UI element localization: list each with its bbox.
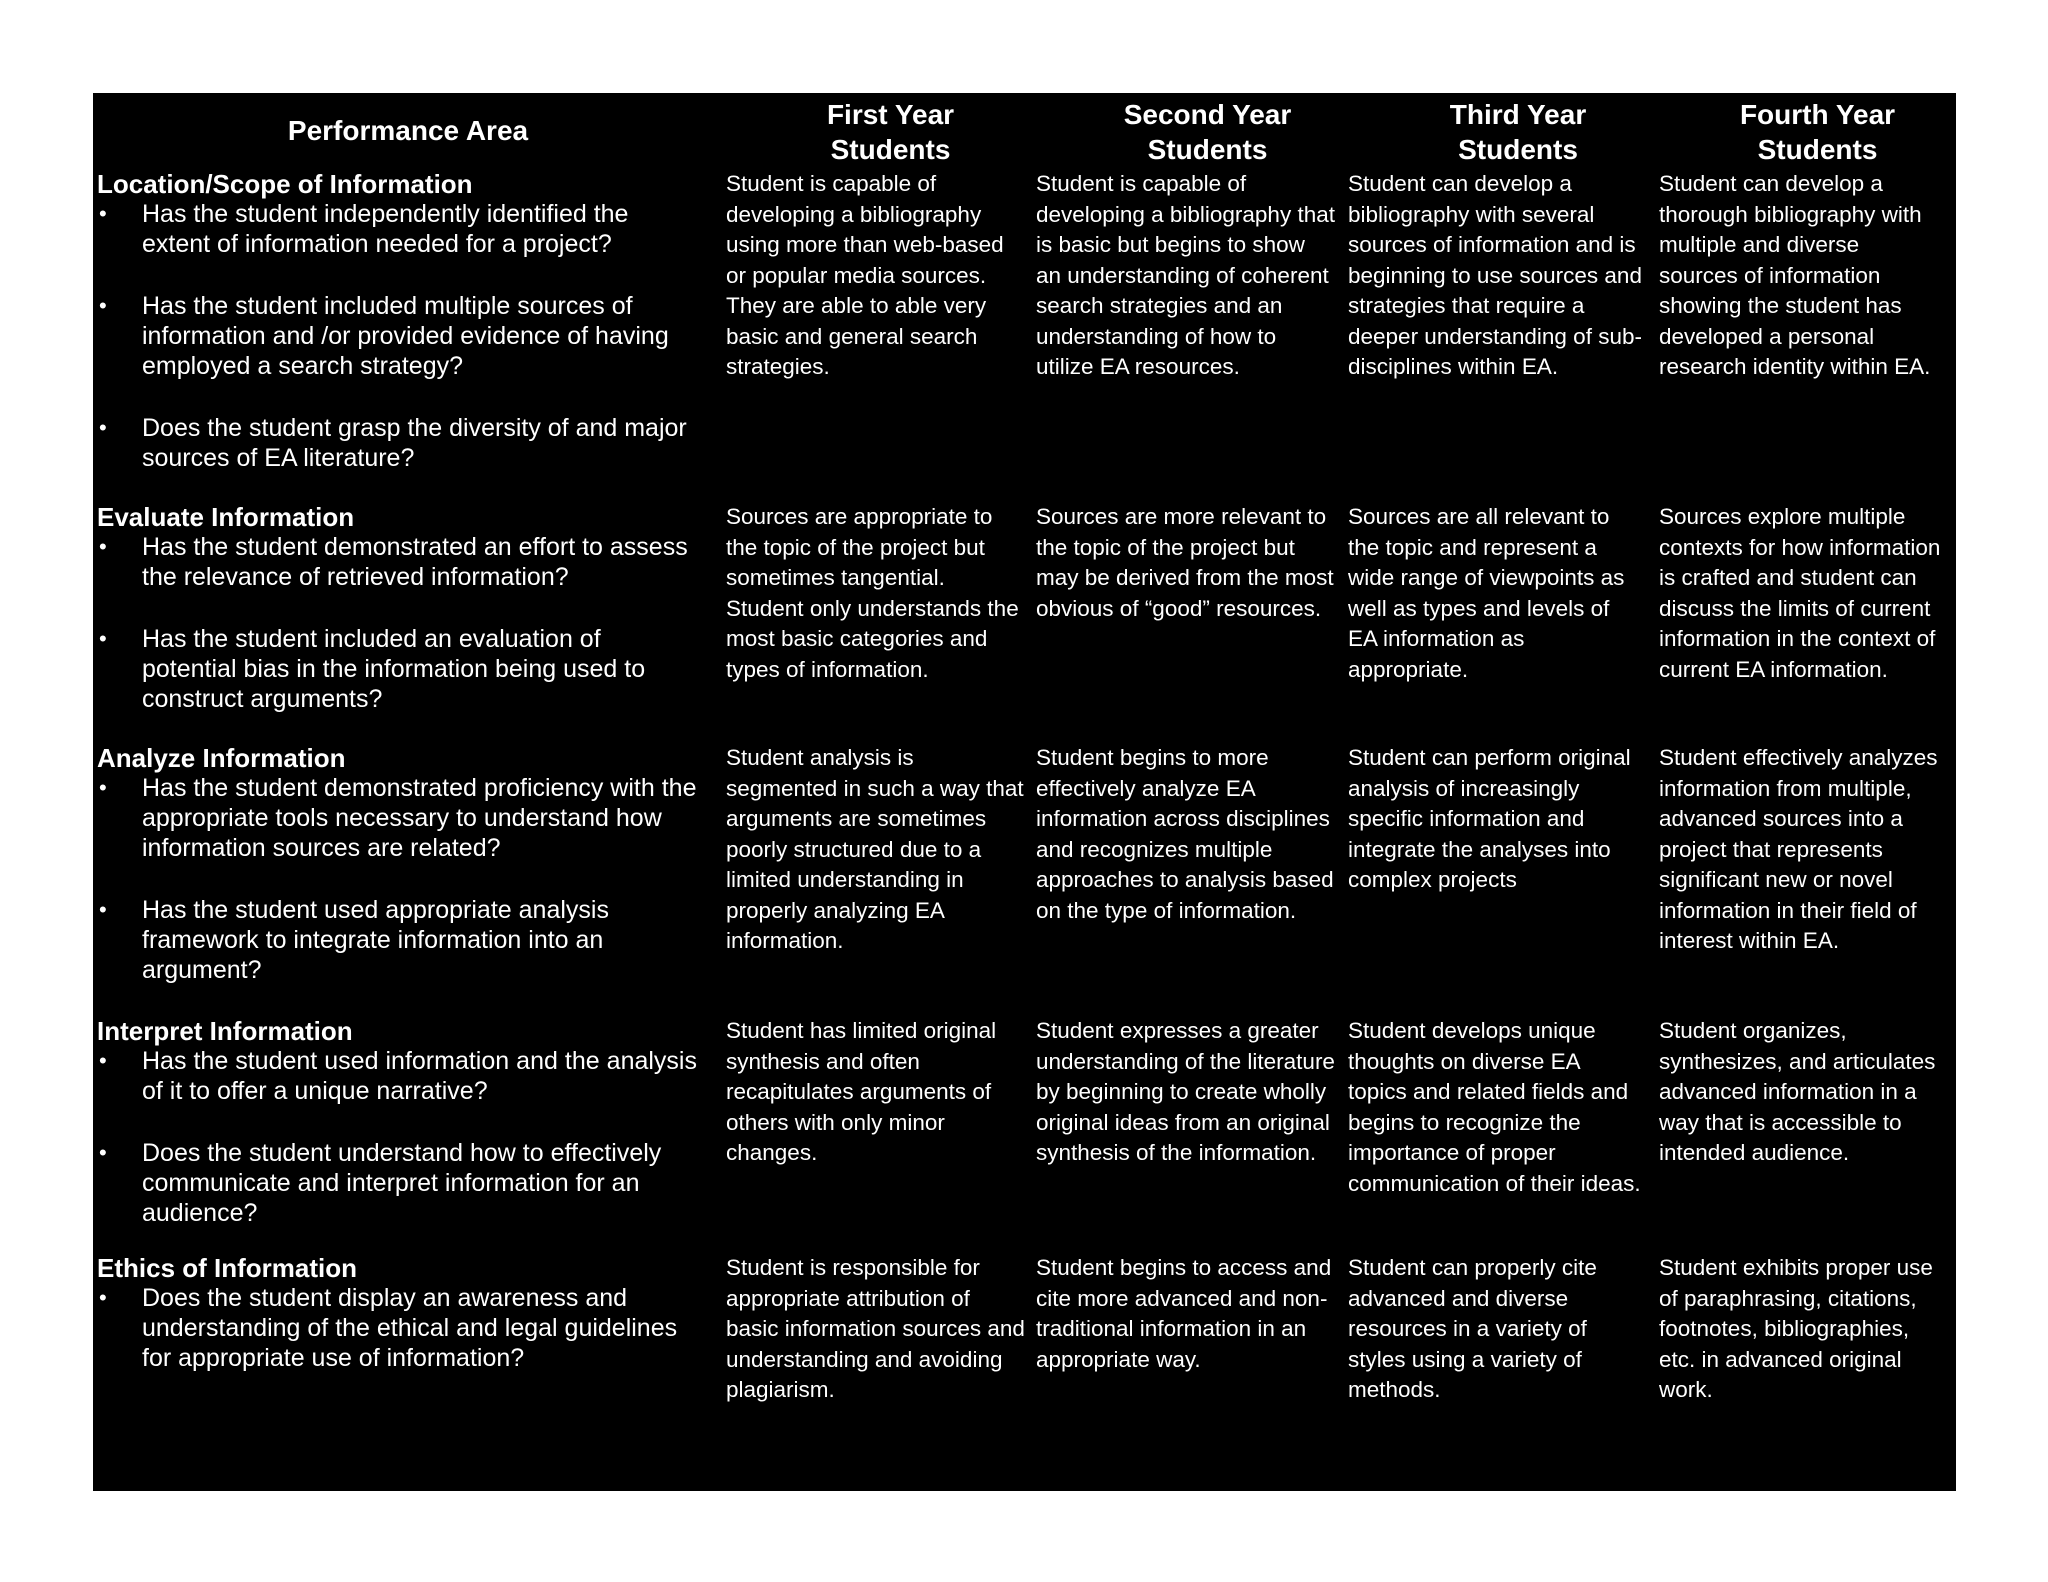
area-location-scope <box>97 169 697 473</box>
question-text: Has the student included an evaluation of potential bias in the information being used to construct arguments? <box>142 625 646 713</box>
fourth-year-analyze: Student effectively analyzes information from multiple, advanced sources into a project that represents significant new or novel information in their field of interest within EA. <box>1659 745 1938 953</box>
bullet-icon: • <box>99 1140 107 1165</box>
header-fourth-year <box>1679 97 1956 167</box>
bullet-icon: • <box>99 1048 107 1073</box>
first-year-location-scope: Student is capable of developing a bibliography using more than web-based or popular media sources. They are able to able very basic and general search strategies. <box>726 171 1004 379</box>
question-list <box>97 773 697 985</box>
first-year-evaluate: Sources are appropriate to the topic of the project but sometimes tangential. Student only understands the most basic categories and types of information. <box>726 504 1019 682</box>
bullet-icon: • <box>99 775 107 800</box>
area-title: Location/Scope of Information <box>97 169 473 199</box>
fourth-year-location-scope: Student can develop a thorough bibliography with multiple and diverse sources of information showing the student has developed a personal research identity within EA. <box>1659 171 1931 379</box>
question-item <box>97 1138 697 1228</box>
third-year-interpret: Student develops unique thoughts on diverse EA topics and related fields and begins to recognize the importance of proper communication of their ideas. <box>1348 1018 1641 1196</box>
second-year-location-scope: Student is capable of developing a bibliography that is basic but begins to show an understanding of coherent search strategies and an understanding of how to utilize EA resources. <box>1036 171 1335 379</box>
second-year-ethics: Student begins to access and cite more advanced and non-traditional information in an appropriate way. <box>1036 1255 1332 1372</box>
header-performance-area-label: Performance Area <box>287 115 529 146</box>
question-text: Does the student grasp the diversity of and major sources of EA literature? <box>142 414 687 472</box>
bullet-icon: • <box>99 534 107 559</box>
question-item <box>97 532 697 592</box>
first-year-ethics: Student is responsible for appropriate attribution of basic information sources and understanding and avoiding plagiarism. <box>726 1255 1025 1402</box>
header-first-year <box>743 97 1038 167</box>
question-text: Has the student independently identified the extent of information needed for a project? <box>142 200 629 258</box>
header-second-year-line2: Students <box>1147 134 1268 165</box>
question-item <box>97 1283 697 1373</box>
header-fourth-year-line2: Students <box>1757 134 1878 165</box>
header-third-year <box>1368 97 1668 167</box>
bullet-icon: • <box>99 1285 107 1310</box>
second-year-interpret: Student expresses a greater understanding of the literature by beginning to create wholly original ideas from an original synthesis of the information. <box>1036 1018 1335 1165</box>
header-second-year <box>1055 97 1360 167</box>
area-analyze <box>97 743 697 985</box>
question-text: Has the student used information and the analysis of it to offer a unique narrative? <box>142 1047 697 1105</box>
area-evaluate <box>97 502 697 714</box>
bullet-icon: • <box>99 626 107 651</box>
bullet-icon: • <box>99 293 107 318</box>
question-item <box>97 199 697 259</box>
question-list <box>97 532 697 714</box>
header-performance-area <box>93 113 723 148</box>
header-first-year-line1: First Year <box>826 99 955 130</box>
question-item <box>97 291 697 381</box>
third-year-location-scope: Student can develop a bibliography with several sources of information and is beginning to use sources and strategies that require a deeper understanding of sub-disciplines within EA. <box>1348 171 1642 379</box>
fourth-year-ethics: Student exhibits proper use of paraphrasing, citations, footnotes, bibliographies, etc. in advanced original work. <box>1659 1255 1933 1402</box>
question-list <box>97 1046 697 1228</box>
area-title: Ethics of Information <box>97 1253 357 1283</box>
rubric-table <box>93 93 1956 1491</box>
question-list <box>97 199 697 473</box>
third-year-evaluate: Sources are all relevant to the topic and represent a wide range of viewpoints as well as types and levels of EA information as appropriate. <box>1348 504 1625 682</box>
header-first-year-line2: Students <box>830 134 951 165</box>
area-title: Interpret Information <box>97 1016 353 1046</box>
question-item <box>97 413 697 473</box>
first-year-interpret: Student has limited original synthesis and often recapitulates arguments of others with only minor changes. <box>726 1018 997 1165</box>
area-ethics <box>97 1253 697 1373</box>
question-item <box>97 773 697 863</box>
fourth-year-interpret: Student organizes, synthesizes, and articulates advanced information in a way that is accessible to intended audience. <box>1659 1018 1936 1165</box>
question-text: Has the student included multiple sources of information and /or provided evidence of having employed a search strategy? <box>142 292 669 380</box>
fourth-year-evaluate: Sources explore multiple contexts for how information is crafted and student can discuss the limits of current information in the context of current EA information. <box>1659 504 1941 682</box>
second-year-analyze: Student begins to more effectively analyze EA information across disciplines and recognizes multiple approaches to analysis based on the type of information. <box>1036 745 1334 923</box>
area-title: Analyze Information <box>97 743 346 773</box>
question-text: Has the student demonstrated proficiency with the appropriate tools necessary to understand how information sources are related? <box>142 774 697 862</box>
header-fourth-year-line1: Fourth Year <box>1739 99 1896 130</box>
question-text: Has the student used appropriate analysis framework to integrate information into an argument? <box>142 896 609 984</box>
third-year-analyze: Student can perform original analysis of increasingly specific information and integrate the analyses into complex projects <box>1348 745 1631 892</box>
question-list <box>97 1283 697 1373</box>
area-interpret <box>97 1016 697 1228</box>
first-year-analyze: Student analysis is segmented in such a way that arguments are sometimes poorly structured due to a limited understanding in properly analyzing EA information. <box>726 745 1024 953</box>
question-item <box>97 1046 697 1106</box>
bullet-icon: • <box>99 201 107 226</box>
question-text: Does the student understand how to effectively communicate and interpret information for an audience? <box>142 1139 662 1227</box>
header-third-year-line1: Third Year <box>1449 99 1587 130</box>
bullet-icon: • <box>99 897 107 922</box>
bullet-icon: • <box>99 415 107 440</box>
third-year-ethics: Student can properly cite advanced and diverse resources in a variety of styles using a variety of methods. <box>1348 1255 1597 1402</box>
header-second-year-line1: Second Year <box>1123 99 1292 130</box>
question-item <box>97 895 697 985</box>
question-text: Has the student demonstrated an effort to assess the relevance of retrieved information? <box>142 533 688 591</box>
area-title: Evaluate Information <box>97 502 355 532</box>
second-year-evaluate: Sources are more relevant to the topic of the project but may be derived from the most obvious of “good” resources. <box>1036 504 1334 621</box>
header-third-year-line2: Students <box>1458 134 1578 165</box>
question-item <box>97 624 697 714</box>
question-text: Does the student display an awareness and understanding of the ethical and legal guidelines for appropriate use of information? <box>142 1284 678 1372</box>
